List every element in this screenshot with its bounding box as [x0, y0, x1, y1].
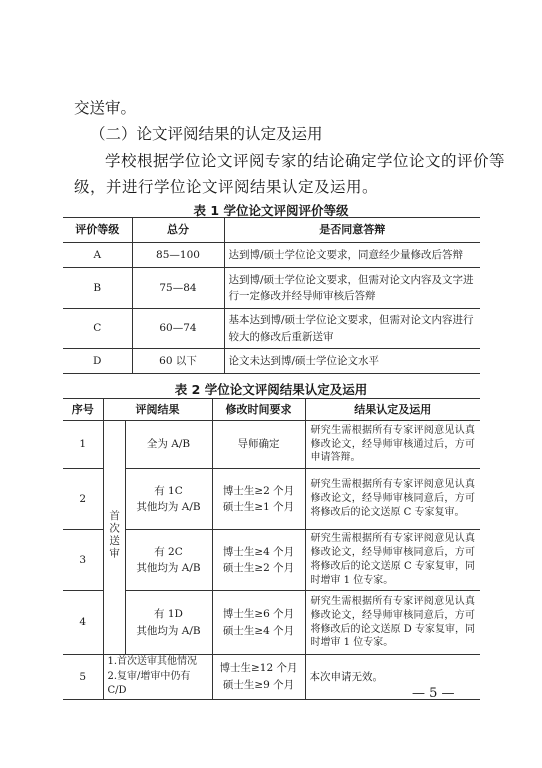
table1-caption: 表 1 学位论文评阅评价等级	[193, 203, 349, 218]
row-number: 3	[63, 530, 103, 591]
decision-cell: 论文未达到博/硕士学位论文水平	[224, 349, 480, 374]
result-cell: 全为 A/B	[125, 421, 212, 469]
decision-cell: 基本达到博/硕士学位论文要求，但需对论文内容进行较大的修改后重新送审	[224, 309, 480, 349]
time-cell: 博士生≥6 个月 硕士生≥4 个月	[212, 591, 305, 655]
column-header: 结果认定及运用	[305, 399, 480, 421]
table2-caption: 表 2 学位论文评阅结果认定及运用	[174, 382, 368, 397]
table-row	[63, 268, 480, 309]
table-row	[63, 469, 480, 530]
row-number: 2	[63, 469, 103, 530]
table-row	[63, 349, 480, 374]
score-cell: 60—74	[132, 309, 224, 349]
column-header: 序号	[63, 399, 103, 421]
action-cell: 本次申请无效。	[305, 655, 480, 700]
row-number: 1	[63, 421, 103, 469]
time-cell: 导师确定	[212, 421, 305, 469]
grade-table	[63, 217, 480, 374]
group-label: 首次送审	[108, 509, 121, 560]
grade-cell: C	[63, 309, 132, 349]
result-table	[63, 398, 480, 700]
column-header: 评价等级	[63, 218, 132, 243]
page-number: — 5 —	[412, 686, 455, 701]
action-cell: 研究生需根据所有专家评阅意见认真修改论文，经导师审核同意后，方可将修改后的论文送原 C 专家复审，同时增审 1 位专家。	[305, 530, 480, 591]
result-cell: 有 1D 其他均为 A/B	[125, 591, 212, 655]
time-cell: 博士生≥2 个月 硕士生≥1 个月	[212, 469, 305, 530]
table-row	[63, 421, 480, 469]
group-cell	[103, 421, 125, 655]
result-cell: 有 2C 其他均为 A/B	[125, 530, 212, 591]
result-cell: 有 1C 其他均为 A/B	[125, 469, 212, 530]
score-cell: 75—84	[132, 268, 224, 309]
paragraph-continuation: 交送审。	[74, 99, 137, 117]
grade-cell: B	[63, 268, 132, 309]
action-cell: 研究生需根据所有专家评阅意见认真修改论文，经导师审核同意后，方可将修改后的论文送原 C 专家复审。	[305, 469, 480, 530]
result-cell: 1.首次送审其他情况 2.复审/增审中仍有C/D	[103, 655, 212, 700]
score-cell: 85—100	[132, 243, 224, 268]
table-row	[63, 243, 480, 268]
paragraph-line: 级，并进行学位论文评阅结果认定及运用。	[74, 178, 379, 196]
decision-cell: 达到博/硕士学位论文要求，但需对论文内容及文字进行一定修改并经导师审核后答辩	[224, 268, 480, 309]
column-header: 评阅结果	[103, 399, 212, 421]
table-row	[63, 309, 480, 349]
grade-cell: A	[63, 243, 132, 268]
decision-cell: 达到博/硕士学位论文要求，同意经少量修改后答辩	[224, 243, 480, 268]
section-heading: （二）论文评阅结果的认定及运用	[90, 125, 323, 143]
table-row	[63, 591, 480, 655]
action-cell: 研究生需根据所有专家评阅意见认真修改论文，经导师审核通过后，方可申请答辩。	[305, 421, 480, 469]
row-number: 4	[63, 591, 103, 655]
column-header: 修改时间要求	[212, 399, 305, 421]
column-header: 总分	[132, 218, 224, 243]
table-row	[63, 530, 480, 591]
grade-cell: D	[63, 349, 132, 374]
action-cell: 研究生需根据所有专家评阅意见认真修改论文，经导师审核同意后，方可将修改后的论文送原 D 专家复审，同时增审 1 位专家。	[305, 591, 480, 655]
paragraph-line: 学校根据学位论文评阅专家的结论确定学位论文的评价等	[105, 152, 506, 170]
time-cell: 博士生≥12 个月 硕士生≥9 个月	[212, 655, 305, 700]
row-number: 5	[63, 655, 103, 700]
column-header: 是否同意答辩	[224, 218, 480, 243]
score-cell: 60 以下	[132, 349, 224, 374]
time-cell: 博士生≥4 个月 硕士生≥2 个月	[212, 530, 305, 591]
